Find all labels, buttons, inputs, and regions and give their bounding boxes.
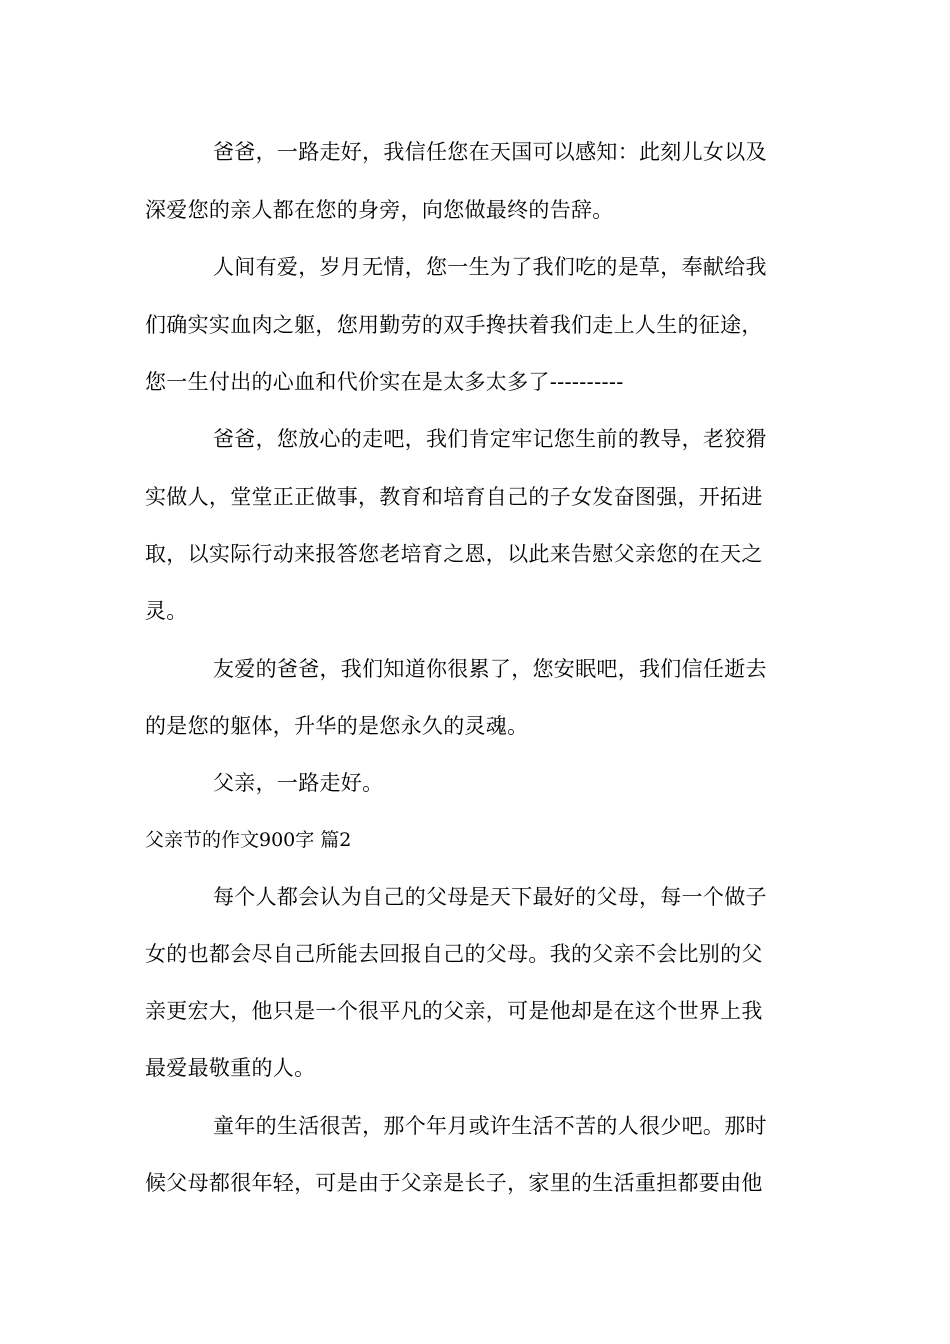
paragraph-line: 灵。 xyxy=(145,599,188,623)
paragraph-line: 取，以实际行动来报答您老培育之恩，以此来告慰父亲您的在天之 xyxy=(145,542,763,566)
paragraph-line: 爸爸，一路走好，我信任您在天国可以感知：此刻儿女以及 xyxy=(213,140,767,164)
paragraph-line: 亲更宏大，他只是一个很平凡的父亲，可是他却是在这个世界上我 xyxy=(145,999,763,1023)
section-heading: 父亲节的作文900字 篇2 xyxy=(145,829,352,851)
paragraph-line: 人间有爱，岁月无情，您一生为了我们吃的是草，奉献给我 xyxy=(213,255,767,279)
paragraph-line: 女的也都会尽自己所能去回报自己的父母。我的父亲不会比别的父 xyxy=(145,942,763,966)
paragraph-line: 父亲，一路走好。 xyxy=(213,771,384,795)
paragraph-line: 候父母都很年轻，可是由于父亲是长子，家里的生活重担都要由他 xyxy=(145,1171,763,1195)
paragraph-line: 友爱的爸爸，我们知道你很累了，您安眠吧，我们信任逝去 xyxy=(213,657,767,681)
paragraph-line: 的是您的躯体，升华的是您永久的灵魂。 xyxy=(145,714,529,738)
paragraph-line: 童年的生活很苦，那个年月或许生活不苦的人很少吧。那时 xyxy=(213,1114,767,1138)
paragraph-line: 最爱最敬重的人。 xyxy=(145,1056,316,1080)
paragraph-line: 爸爸，您放心的走吧，我们肯定牢记您生前的教导，老狡猾 xyxy=(213,427,767,451)
paragraph-line: 们确实实血肉之躯，您用勤劳的双手搀扶着我们走上人生的征途， xyxy=(145,313,763,337)
paragraph-line: 每个人都会认为自己的父母是天下最好的父母，每一个做子 xyxy=(213,885,767,909)
paragraph-line: 实做人，堂堂正正做事，教育和培育自己的子女发奋图强，开拓进 xyxy=(145,485,763,509)
paragraph-line: 深爱您的亲人都在您的身旁，向您做最终的告辞。 xyxy=(145,198,614,222)
paragraph-line: 您一生付出的心血和代价实在是太多太多了---------- xyxy=(145,370,624,394)
